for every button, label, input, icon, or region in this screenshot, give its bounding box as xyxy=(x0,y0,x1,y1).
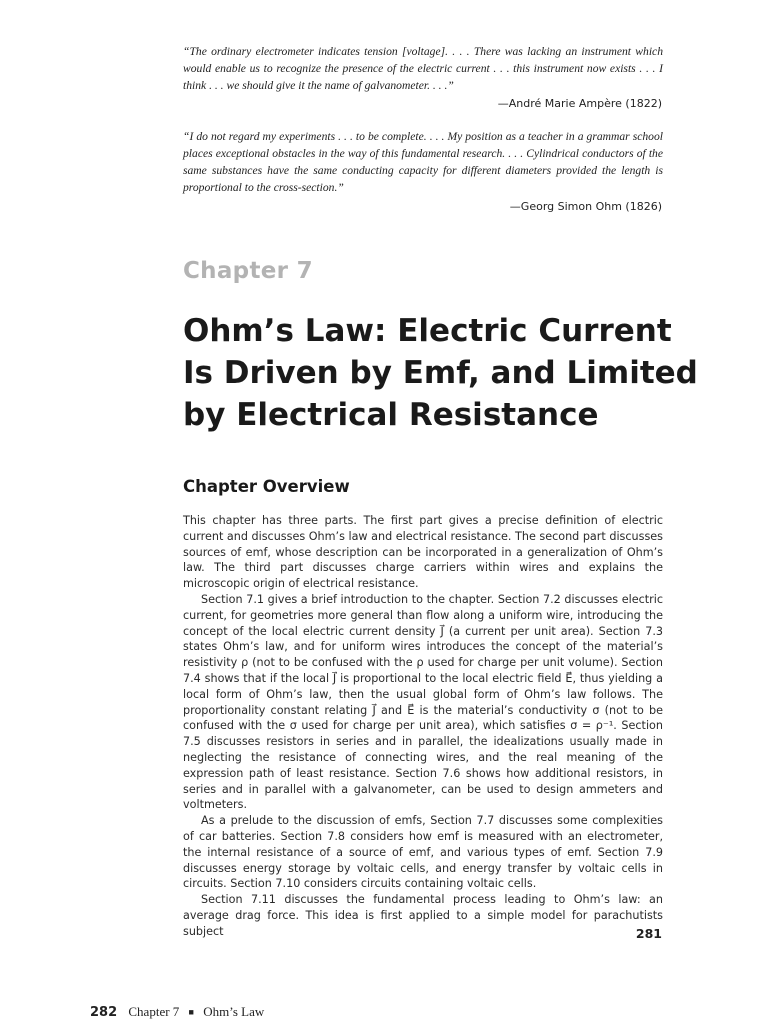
paragraph: Section 7.11 discusses the fundamental process leading to Ohm’s law: an average drag force. This idea is first applied to a simple model for parachutists subject xyxy=(183,893,663,938)
quote-text: “I do not regard my experiments . . . to be complete. . . . My position as a teacher in a grammar school places exceptional obstacles in the way of this fundamental research. . . . Cylindrical conductors of the same substances have the same conducting capacity for different diameters provided the length is proportional to the cross-section.” xyxy=(183,130,663,194)
paragraph: As a prelude to the discussion of emfs, Section 7.7 discusses some complexities of car batteries. Section 7.8 considers how emf is measured with an electrometer, the internal resistance of a source of emf, and various types of emf. Section 7.9 discusses energy storage by voltaic cells, and energy transfer by voltaic cells in circuits. Section 7.10 considers circuits containing voltaic cells. xyxy=(183,814,663,891)
footer-title: Ohm’s Law xyxy=(203,1004,265,1019)
quote-text: “The ordinary electrometer indicates tension [voltage]. . . . There was lacking an instrument which would enable us to recognize the presence of the electric current . . . this instrument now exists . . . I think . . . we should give it the name of galvanometer. . . .” xyxy=(183,45,663,92)
epigraph-quote-ohm xyxy=(183,128,663,196)
footer-separator-icon: ■ xyxy=(188,1007,194,1017)
quote-attribution-ampere: —André Marie Ampère (1822) xyxy=(497,97,662,110)
chapter-label: Chapter 7 xyxy=(183,258,313,284)
epigraph-quote-ampere xyxy=(183,43,663,94)
section-heading: Chapter Overview xyxy=(183,477,350,496)
page-number: 281 xyxy=(635,926,662,941)
overview-body xyxy=(183,513,663,940)
footer-chapter: Chapter 7 xyxy=(128,1004,180,1019)
quote-attribution-ohm: —Georg Simon Ohm (1826) xyxy=(509,200,662,213)
chapter-title: Ohm’s Law: Electric Current Is Driven by Emf, and Limited by Electrical Resistance xyxy=(183,313,698,433)
running-footer xyxy=(90,1004,264,1020)
paragraph: Section 7.1 gives a brief introduction to the chapter. Section 7.2 discusses electric current, for geometries more general than flow along a uniform wire, introducing the concept of the local electric current density J⃗ (a current per unit area). Section 7.3 states Ohm’s law, and for uniform wires introduces the concept of the material’s resistivity ρ (not to be confused with the ρ used for charge per unit volume). Section 7.4 shows that if the local J⃗ is proportional to the local electric field E⃗, thus yielding a local form of Ohm’s law, then the usual global form of Ohm’s law follows. The proportionality constant relating J⃗ and E⃗ is the material’s conductivity σ (not to be confused with the σ used for charge per unit area), which satisfies σ = ρ⁻¹. Section 7.5 discusses resistors in series and in parallel, the idealizations usually made in neglecting the resistance of connecting wires, and the real meaning of the expression path of least resistance. Section 7.6 shows how additional resistors, in series and in parallel with a galvanometer, can be used to design ammeters and voltmeters. xyxy=(183,592,663,812)
footer-page-number: 282 xyxy=(90,1005,118,1020)
paragraph: This chapter has three parts. The first part gives a precise definition of electric current and discusses Ohm’s law and electrical resistance. The second part discusses sources of emf, whose description can be incorporated in a generalization of Ohm’s law. The third part discusses charge carriers within wires and explains the microscopic origin of electrical resistance. xyxy=(183,514,663,591)
